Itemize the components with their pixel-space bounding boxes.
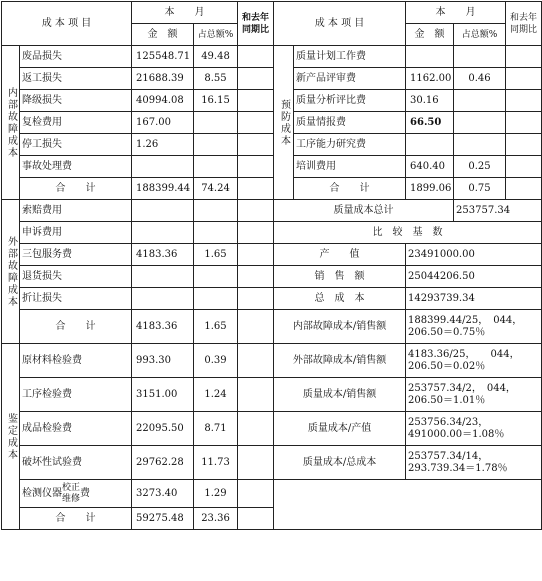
ratio-name: 质量成本/销售额	[274, 378, 406, 412]
external-row-amount: 4183.36	[132, 244, 194, 266]
external-row-yoy	[238, 244, 274, 266]
external-row-yoy	[238, 200, 274, 222]
external-total-label: 合 计	[20, 310, 132, 344]
prevention-row-name: 质量情报费	[294, 112, 406, 134]
external-total-amount: 4183.36	[132, 310, 194, 344]
appraisal-row-yoy	[238, 378, 274, 412]
internal-row-yoy	[238, 68, 274, 90]
external-row-amount	[132, 288, 194, 310]
ratio-name: 外部故障成本/销售额	[274, 344, 406, 378]
appraisal-row-yoy	[238, 480, 274, 508]
base-name: 销 售 额	[274, 266, 406, 288]
base-value: 23491000.00	[406, 244, 542, 266]
ratio-value: 253757.34/14， 293.739.34＝1.78％	[406, 446, 542, 480]
appraisal-row-ratio: 8.71	[194, 412, 238, 446]
prevention-row-ratio: 0.25	[454, 156, 506, 178]
appraisal-row-amount: 993.30	[132, 344, 194, 378]
internal-row-amount: 125548.71	[132, 46, 194, 68]
external-row-ratio	[194, 222, 238, 244]
internal-row-name: 降级损失	[20, 90, 132, 112]
base-value: 14293739.34	[406, 288, 542, 310]
prevention-row-ratio: 0.46	[454, 68, 506, 90]
appraisal-category-label: 鉴定成本	[2, 344, 20, 530]
external-row-name: 退货损失	[20, 266, 132, 288]
prevention-row-name: 质量计划工作费	[294, 46, 406, 68]
external-total-ratio: 1.65	[194, 310, 238, 344]
internal-row-amount: 21688.39	[132, 68, 194, 90]
appraisal-row-name: 原材料检验费	[20, 344, 132, 378]
prevention-row-name: 培训费用	[294, 156, 406, 178]
internal-total-yoy	[238, 178, 274, 200]
header-month-right: 本 月	[406, 2, 506, 24]
external-row-name: 折让损失	[20, 288, 132, 310]
appraisal-row-amount: 3273.40	[132, 480, 194, 508]
external-row-name: 索赔费用	[20, 200, 132, 222]
appraisal-row-amount: 22095.50	[132, 412, 194, 446]
internal-row-ratio: 49.48	[194, 46, 238, 68]
base-name: 产 值	[274, 244, 406, 266]
appraisal-total-label: 合 计	[20, 508, 132, 530]
internal-row-ratio: 16.15	[194, 90, 238, 112]
header-yoy: 和去年同期比	[238, 2, 274, 46]
internal-row-yoy	[238, 134, 274, 156]
appraisal-row-ratio: 0.39	[194, 344, 238, 378]
prevention-row-name: 质量分析评比费	[294, 90, 406, 112]
internal-row-amount: 40994.08	[132, 90, 194, 112]
appraisal-row-ratio: 1.29	[194, 480, 238, 508]
prevention-total-yoy	[506, 178, 542, 200]
prevention-row-name: 新产品评审费	[294, 68, 406, 90]
appraisal-total-ratio: 23.36	[194, 508, 238, 530]
internal-row-yoy	[238, 112, 274, 134]
external-row-ratio	[194, 200, 238, 222]
internal-row-name: 废品损失	[20, 46, 132, 68]
internal-row-name: 复检费用	[20, 112, 132, 134]
appraisal-row-name: 成品检验费	[20, 412, 132, 446]
external-row-name: 申诉费用	[20, 222, 132, 244]
appraisal-row-yoy	[238, 446, 274, 480]
header-amount-right: 金 额	[406, 24, 454, 46]
header-yoy-right: 和去年同期比	[506, 2, 542, 46]
quality-cost-table	[1, 1, 542, 530]
internal-category-label: 内部故障成本	[2, 46, 20, 200]
prevention-row-amount: 640.40	[406, 156, 454, 178]
internal-row-amount	[132, 156, 194, 178]
internal-row-name: 返工损失	[20, 68, 132, 90]
ratio-value: 4183.36/25， 044， 206.50＝0.02％	[406, 344, 542, 378]
appraisal-row-amount: 29762.28	[132, 446, 194, 480]
appraisal-row-name: 工序检验费	[20, 378, 132, 412]
appraisal-row-name: 破坏性试验费	[20, 446, 132, 480]
appraisal-total-amount: 59275.48	[132, 508, 194, 530]
internal-row-yoy	[238, 156, 274, 178]
external-row-amount	[132, 266, 194, 288]
internal-row-amount: 1.26	[132, 134, 194, 156]
prevention-row-amount	[406, 46, 454, 68]
header-amount: 金 额	[132, 24, 194, 46]
appraisal-total-yoy	[238, 508, 274, 530]
internal-row-name: 停工损失	[20, 134, 132, 156]
header-item: 成 本 项 目	[2, 2, 132, 46]
internal-total-amount: 188399.44	[132, 178, 194, 200]
prevention-row-ratio	[454, 134, 506, 156]
prevention-row-amount: 66.50	[406, 112, 454, 134]
ratio-name: 内部故障成本/销售额	[274, 310, 406, 344]
prevention-row-name: 工序能力研究费	[294, 134, 406, 156]
prevention-row-yoy	[506, 156, 542, 178]
prevention-row-ratio	[454, 90, 506, 112]
internal-row-ratio: 8.55	[194, 68, 238, 90]
external-row-yoy	[238, 266, 274, 288]
prevention-row-yoy	[506, 46, 542, 68]
internal-row-amount: 167.00	[132, 112, 194, 134]
ratio-name: 质量成本/产值	[274, 412, 406, 446]
appraisal-row-name-instrument: 检测仪器 校正 维修 费	[20, 480, 132, 508]
prevention-row-yoy	[506, 68, 542, 90]
appraisal-row-yoy	[238, 412, 274, 446]
ratio-value: 253756.34/23， 491000.00＝1.08％	[406, 412, 542, 446]
quality-cost-total-label: 质量成本总计	[274, 200, 454, 222]
internal-row-yoy	[238, 90, 274, 112]
internal-row-ratio	[194, 134, 238, 156]
base-value: 25044206.50	[406, 266, 542, 288]
prevention-total-amount: 1899.06	[406, 178, 454, 200]
empty-area	[274, 480, 542, 530]
internal-row-ratio	[194, 112, 238, 134]
appraisal-row-amount: 3151.00	[132, 378, 194, 412]
external-row-amount	[132, 222, 194, 244]
appraisal-row-ratio: 1.24	[194, 378, 238, 412]
external-row-ratio: 1.65	[194, 244, 238, 266]
header-ratio: 占总额%	[194, 24, 238, 46]
ratio-value: 188399.44/25， 044， 206.50＝0.75％	[406, 310, 542, 344]
appraisal-row-ratio: 11.73	[194, 446, 238, 480]
external-row-ratio	[194, 288, 238, 310]
prevention-category-label: 预防成本	[274, 46, 294, 200]
quality-cost-total-value: 253757.34	[454, 200, 542, 222]
internal-row-ratio	[194, 156, 238, 178]
external-row-yoy	[238, 288, 274, 310]
external-row-ratio	[194, 266, 238, 288]
prevention-row-yoy	[506, 112, 542, 134]
comparison-base-heading: 比 较 基 数	[274, 222, 542, 244]
internal-row-yoy	[238, 46, 274, 68]
header-item-right: 成 本 项 目	[274, 2, 406, 46]
external-row-name: 三包服务费	[20, 244, 132, 266]
internal-row-name: 事故处理费	[20, 156, 132, 178]
external-row-amount	[132, 200, 194, 222]
prevention-row-amount	[406, 134, 454, 156]
prevention-total-label: 合 计	[294, 178, 406, 200]
external-category-label: 外部故障成本	[2, 200, 20, 344]
prevention-row-ratio	[454, 112, 506, 134]
prevention-row-ratio	[454, 46, 506, 68]
header-month: 本 月	[132, 2, 238, 24]
appraisal-row-yoy	[238, 344, 274, 378]
ratio-value: 253757.34/2， 044， 206.50＝1.01％	[406, 378, 542, 412]
internal-total-label: 合 计	[20, 178, 132, 200]
ratio-name: 质量成本/总成本	[274, 446, 406, 480]
prevention-row-yoy	[506, 134, 542, 156]
prevention-row-amount: 30.16	[406, 90, 454, 112]
base-name: 总 成 本	[274, 288, 406, 310]
external-row-yoy	[238, 222, 274, 244]
prevention-row-amount: 1162.00	[406, 68, 454, 90]
internal-total-ratio: 74.24	[194, 178, 238, 200]
prevention-total-ratio: 0.75	[454, 178, 506, 200]
header-ratio-right: 占总额%	[454, 24, 506, 46]
prevention-row-yoy	[506, 90, 542, 112]
external-total-yoy	[238, 310, 274, 344]
